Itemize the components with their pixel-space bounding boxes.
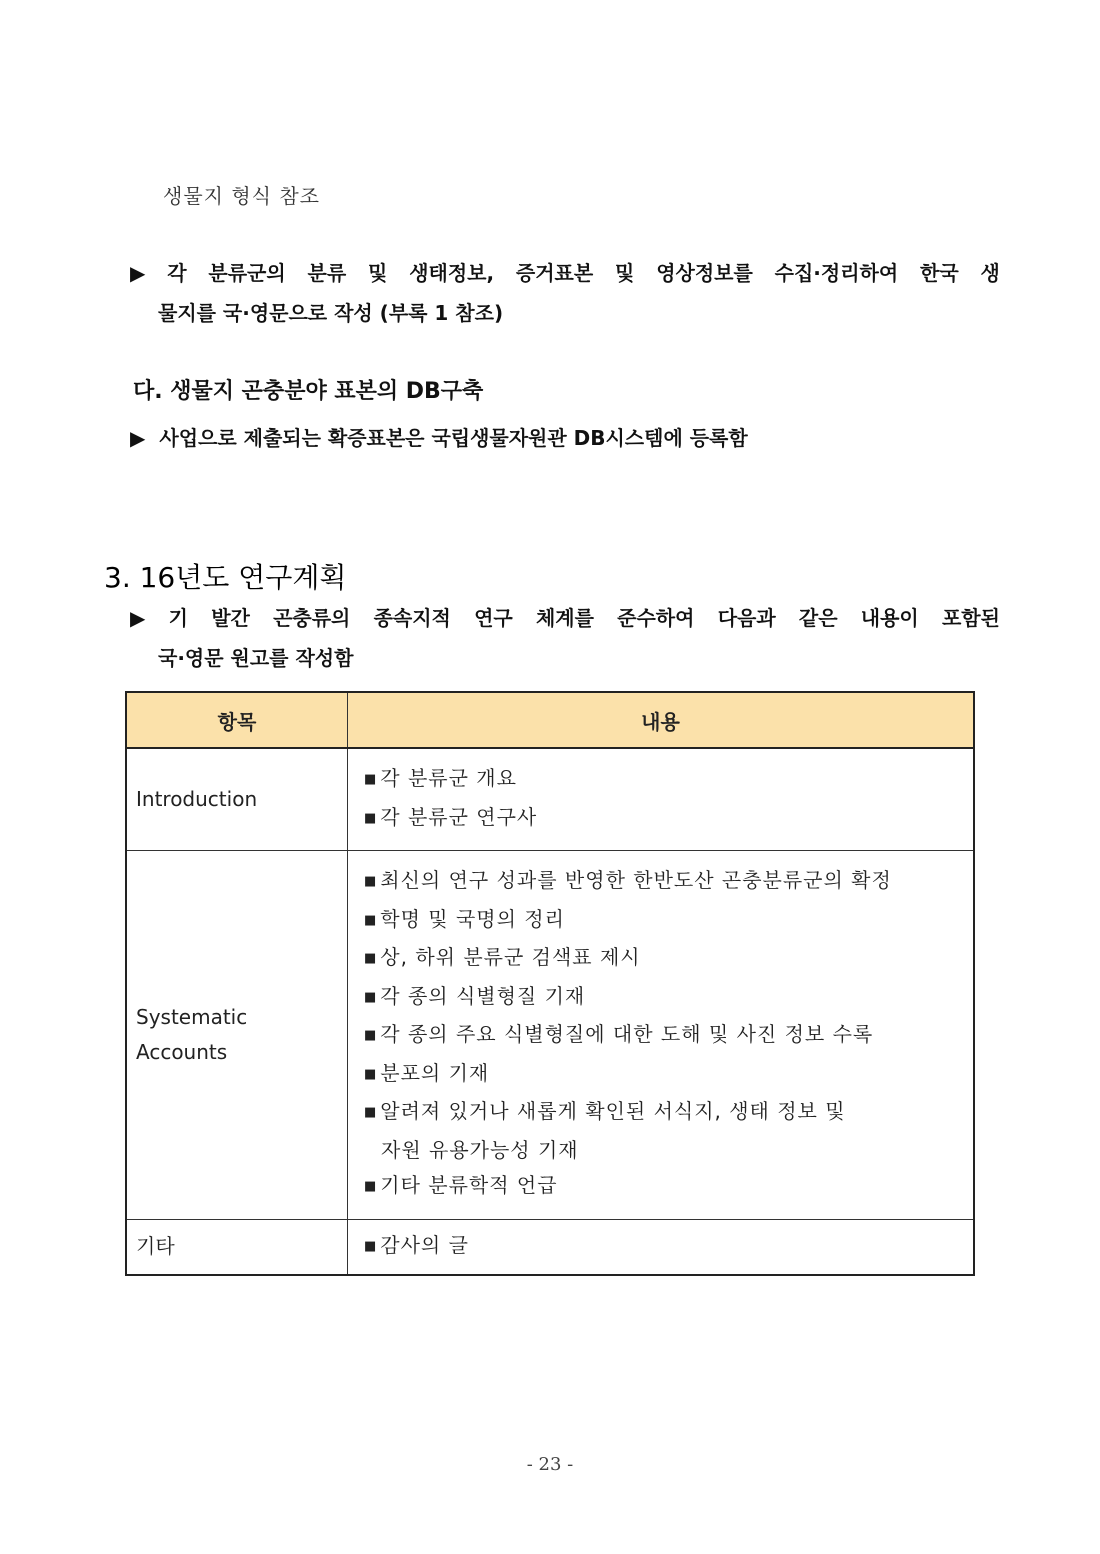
- row-label: Introduction: [126, 748, 348, 851]
- list-item-continuation: 자원 유용가능성 기재: [381, 1137, 579, 1162]
- square-bullet-icon: ■: [364, 1066, 378, 1082]
- list-item: ■ 분포의 기재: [364, 1060, 490, 1085]
- square-bullet-icon: ■: [364, 874, 378, 889]
- bullet-paragraph-3: [130, 598, 1000, 678]
- word: 체계를: [535, 606, 594, 630]
- section-title: 3. 16년도 연구계획: [104, 561, 347, 594]
- page-number: - 23 -: [526, 1454, 574, 1475]
- list-item: ■ 알려져 있거나 새롭게 확인된 서식지, 생태 정보 및: [364, 1099, 846, 1123]
- table-row: [126, 1219, 974, 1275]
- word: 준수하여: [617, 606, 695, 630]
- word: 포함된: [941, 606, 1000, 630]
- list-item: ■ 감사의 글: [364, 1232, 469, 1257]
- list-item: ■ 학명 및 국명의 정리: [364, 906, 565, 931]
- square-bullet-icon: ■: [364, 772, 378, 787]
- subheading: 다. 생물지 곤충분야 표본의 DB구축: [133, 379, 484, 404]
- word: 영상정보를: [656, 261, 753, 285]
- word: 다음과: [717, 606, 776, 630]
- row-content: [348, 1219, 975, 1275]
- research-plan-table: [125, 691, 975, 1276]
- bullet-1-line-2: 물지를 국·영문으로 작성 (부록 1 참조): [158, 301, 504, 325]
- word: 한국: [920, 261, 959, 285]
- word: 생: [980, 261, 1000, 285]
- word: 및: [368, 261, 388, 285]
- bullet-2-text: 사업으로 제출되는 확증표본은 국립생물자원관 DB시스템에 등록함: [159, 426, 748, 450]
- list-item: ■ 각 분류군 연구사: [364, 804, 538, 829]
- bullet-paragraph-1: [130, 253, 1000, 333]
- list-item: ■ 기타 분류학적 언급: [364, 1173, 558, 1197]
- list-item: ■ 각 종의 식별형질 기재: [364, 983, 586, 1008]
- word: 발간: [211, 606, 250, 630]
- row-label: Systematic Accounts: [126, 851, 348, 1220]
- arrow-icon: ▶: [130, 606, 146, 630]
- word: 종속지적: [373, 606, 451, 630]
- list-item: ■ 각 종의 주요 식별형질에 대한 도해 및 사진 정보 수록: [364, 1022, 874, 1046]
- arrow-icon: ▶: [130, 426, 146, 450]
- list-item: ■ 상, 하위 분류군 검색표 제시: [364, 945, 641, 969]
- table-row: [126, 851, 974, 1220]
- bullet-3-line-1: [130, 598, 1000, 638]
- word: 분류: [307, 261, 347, 285]
- word: 연구: [474, 606, 513, 630]
- square-bullet-icon: ■: [364, 1105, 378, 1120]
- word: 내용이: [860, 606, 919, 630]
- header-content: 내용: [348, 692, 975, 748]
- square-bullet-icon: ■: [364, 1028, 378, 1043]
- word: 수집·정리하여: [774, 261, 899, 285]
- word: 증거표본: [515, 261, 594, 285]
- row-content: [348, 851, 975, 1220]
- square-bullet-icon: ■: [364, 1179, 378, 1194]
- square-bullet-icon: ■: [364, 951, 378, 966]
- square-bullet-icon: ■: [364, 1238, 378, 1254]
- word: 기: [168, 606, 188, 630]
- square-bullet-icon: ■: [364, 912, 378, 928]
- list-item: ■ 각 분류군 개요: [364, 766, 517, 790]
- row-content: [348, 748, 975, 851]
- bullet-paragraph-2: [130, 418, 748, 458]
- word: 및: [615, 261, 635, 285]
- arrow-icon: ▶: [130, 261, 146, 285]
- word: 같은: [798, 606, 838, 630]
- list-item: ■ 최신의 연구 성과를 반영한 한반도산 곤충분류군의 확정: [364, 868, 892, 892]
- square-bullet-icon: ■: [364, 810, 378, 826]
- table-row: [126, 748, 974, 851]
- table-header-row: [126, 692, 974, 748]
- intro-fragment: 생물지 형식 참조: [163, 184, 320, 208]
- bullet-3-line-2: 국·영문 원고를 작성함: [158, 646, 354, 670]
- word: 곤충류의: [273, 606, 351, 630]
- word: 분류군의: [208, 261, 286, 285]
- header-item: 항목: [126, 692, 348, 748]
- word: 생태정보,: [409, 261, 495, 285]
- square-bullet-icon: ■: [364, 989, 378, 1005]
- word: 각: [167, 261, 187, 285]
- row-label: 기타: [126, 1219, 348, 1275]
- bullet-1-line-1: [130, 253, 1000, 293]
